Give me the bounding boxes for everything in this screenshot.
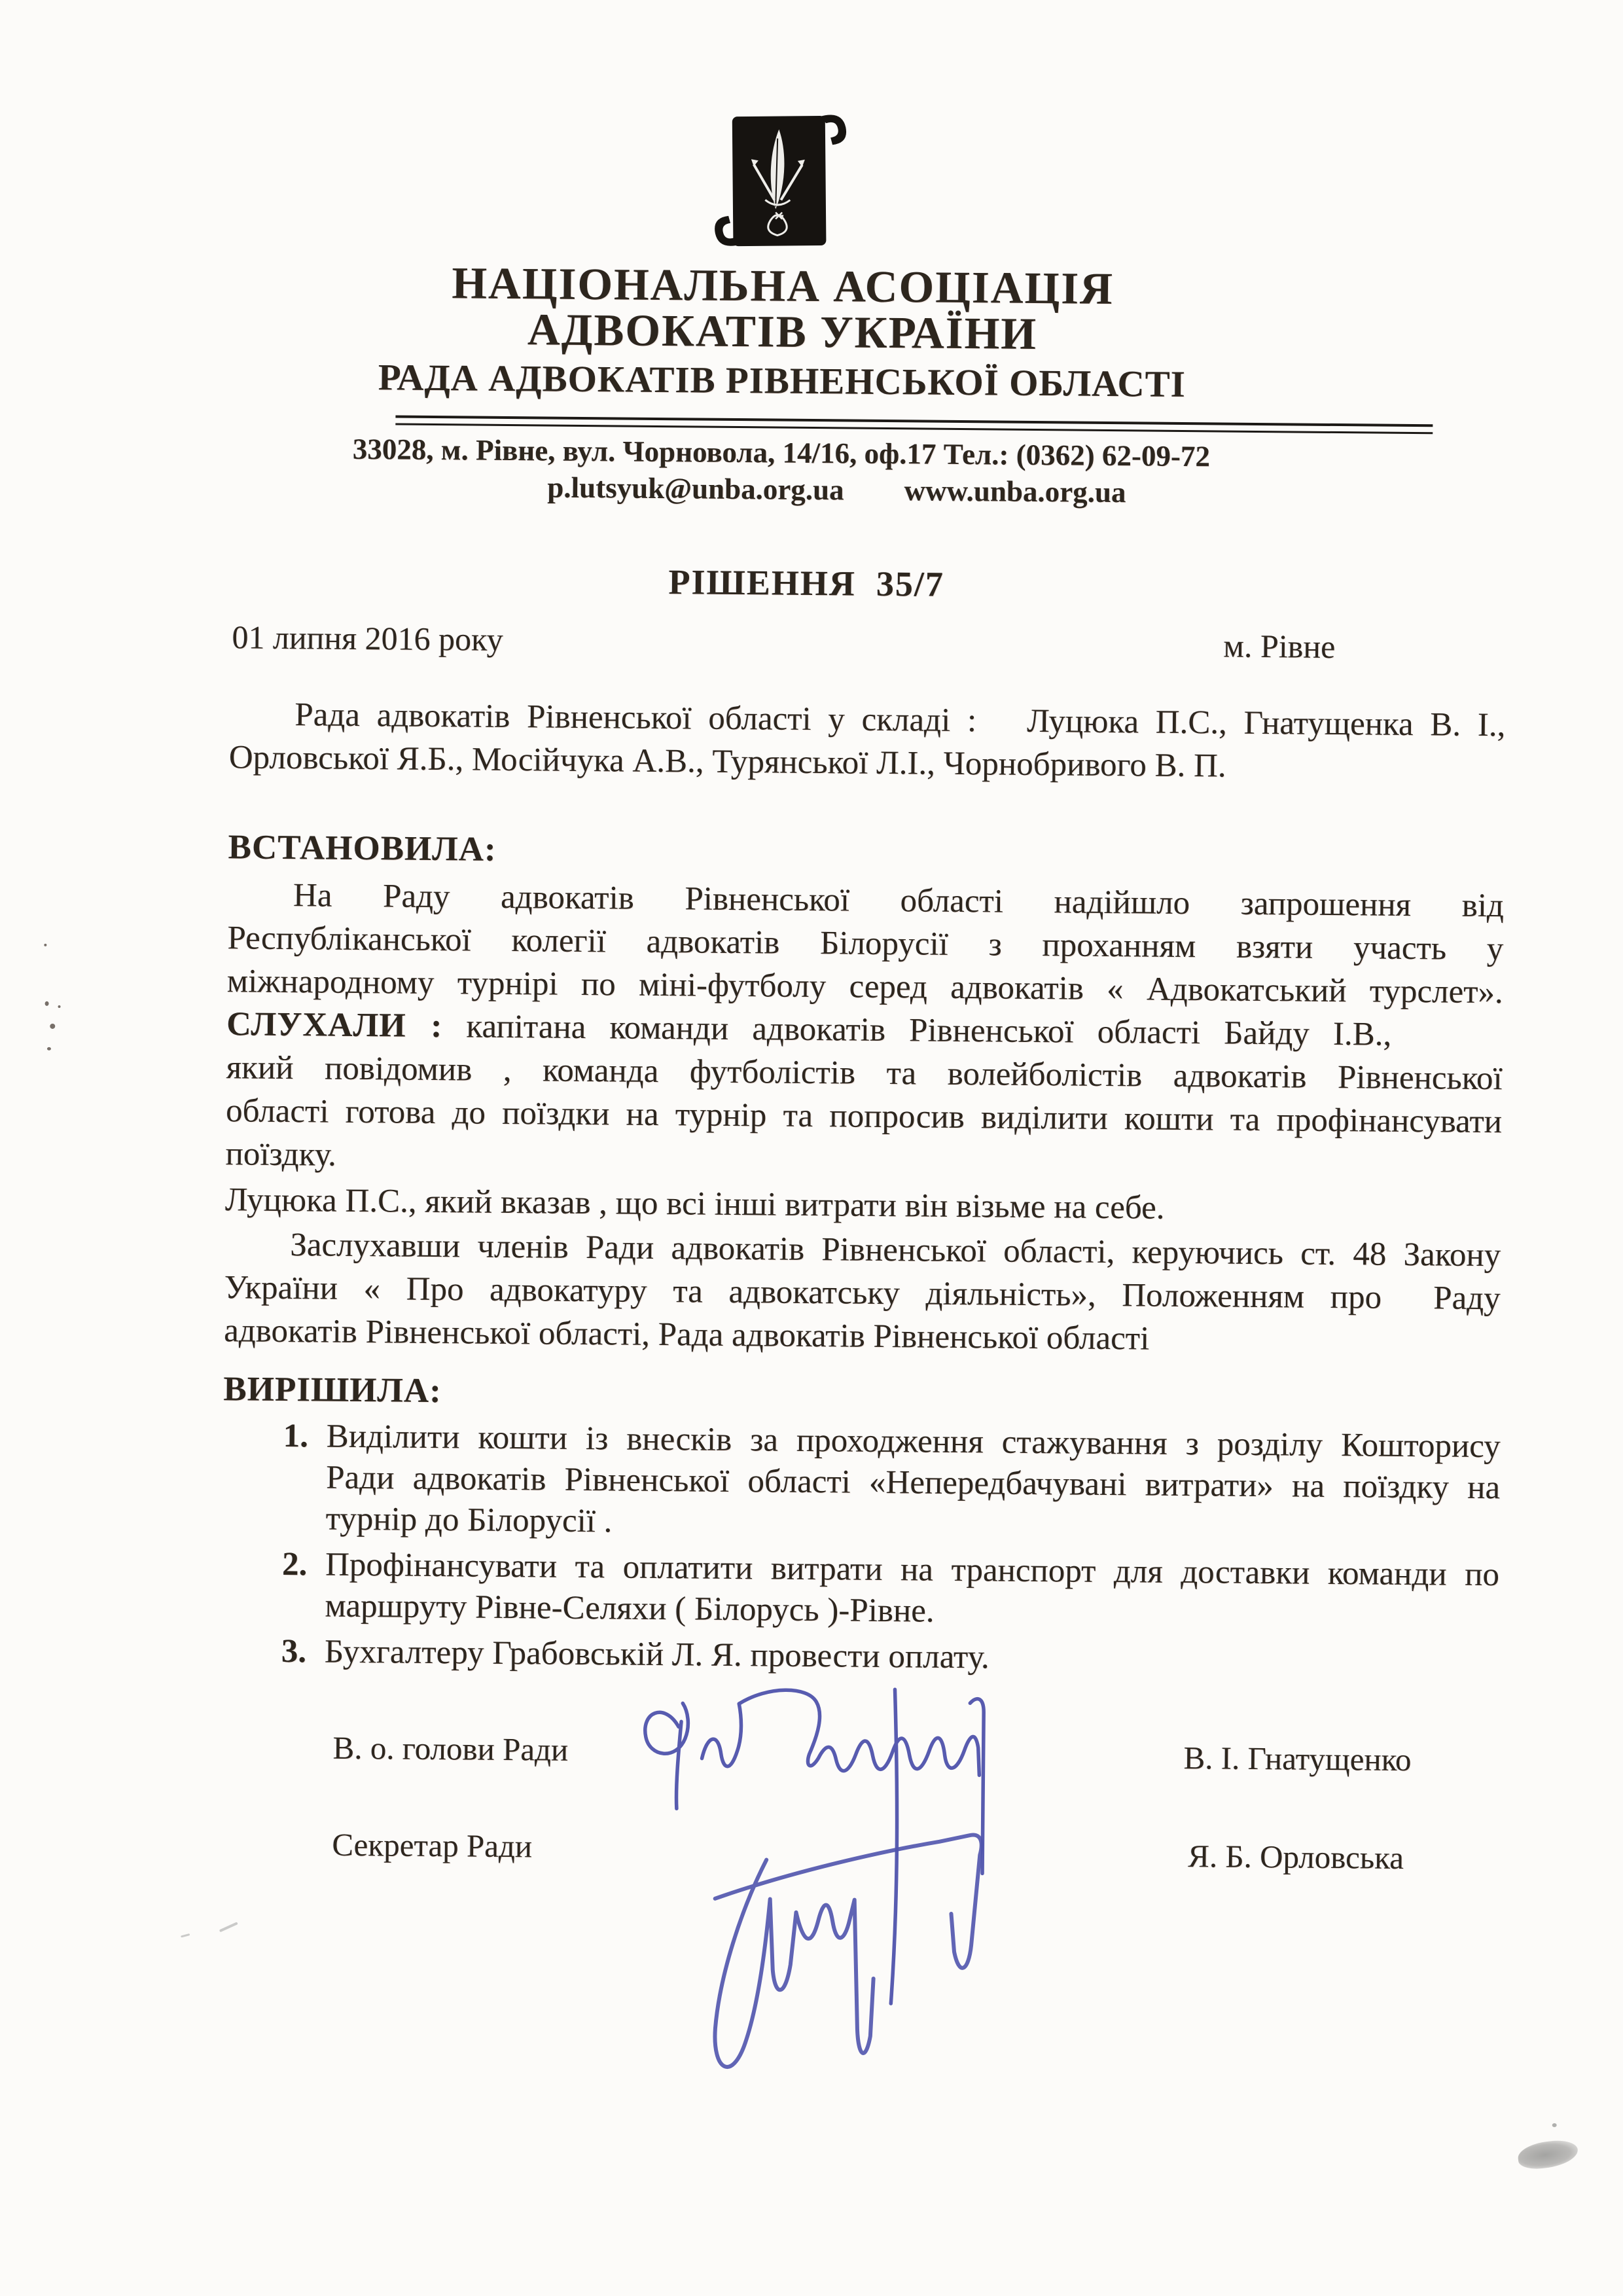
paper-speckle [45,1001,49,1006]
heard-continuation: який повідомив , команда футболістів та волейболістів адвокатів Рівненської області готова до поїздки на турнір та попросив виділити кошти та профінансувати поїздку. [225,1049,1503,1174]
document-place: м. Рівне [1223,627,1336,666]
council-composition-paragraph: Рада адвокатів Рівненської області у складі : Луцюка П.С., Гнатущенка В. І., Орловської Я.Б., Мосійчука А.В., Турянської Л.І., Чорнобривого В. П. [228,696,1506,785]
item-number: 2. [281,1546,308,1583]
pencil-mark [219,1922,238,1932]
email-text: p.lutsyuk@unba.org.ua [547,471,844,507]
resolutions-list [281,1416,1501,1687]
paper-speckle [58,1005,61,1008]
item-number: 1. [283,1418,309,1455]
letterhead-divider-rule [395,415,1433,434]
lutsyuk-statement-line: Луцюка П.С., який вказав , що всі інші витрати він візьме на себе. [224,1181,1165,1227]
website-text: www.unba.org.ua [904,474,1126,509]
considering-paragraph: Заслухавши членів Ради адвокатів Рівненської області, керуючись ст. 48 Закону України « Про адвокатуру та адвокатську діяльність», Положенням про Раду адвокатів Рівненської області, Рада адвокатів Рівненської області [223,1227,1501,1357]
paper-speckle [50,1024,55,1029]
item-text: Бухгалтеру Грабовській Л. Я. провести оплату. [324,1633,990,1676]
paper-speckle [47,1047,51,1050]
org-name-line2: АДВОКАТІВ УКРАЇНИ [527,304,1038,359]
signer-name: Я. Б. Орловська [1188,1838,1404,1876]
item-text: Виділити кошти із внесків за проходження стажування з розділу Кошторису Ради адвокатів Рівненської області «Непередбачувані витрати» на поїздку на турнір до Білорусії . [325,1418,1501,1540]
address-line: 33028, м. Рівне, вул. Чорновола, 14/16, оф.17 Тел.: (0362) 62-09-72 [352,432,1211,473]
pencil-mark [181,1933,190,1937]
document-title: РІШЕННЯ 35/7 [668,562,945,604]
scroll-quill-logo-icon [710,108,858,261]
paper-speckle [44,944,46,946]
item-number: 3. [281,1633,307,1670]
heard-paragraph [225,1003,1503,1187]
handwritten-signature [610,1660,1072,2123]
established-paragraph: На Раду адвокатів Рівненської області надійшло запрошення від Республіканської колегії адвокатів Білорусії з проханням взяти участь у міжнародному турнірі по міні-футболу серед адвокатів « Адвокатський турслет». [226,877,1505,1011]
signer-role: В. о. голови Ради [332,1729,569,1768]
resolution-item-2 [281,1544,1499,1637]
established-heading: ВСТАНОВИЛА: [228,828,497,869]
ink-smudge-dot [1552,2123,1557,2127]
org-name-line1: НАЦІОНАЛЬНА АСОЦІАЦІЯ [452,258,1115,314]
item-text: Профінансувати та оплатити витрати на транспорт для доставки команди по маршруту Рівне-Селяхи ( Білорусь )-Рівне. [325,1546,1500,1630]
heard-label: СЛУХАЛИ : [226,1005,443,1045]
resolved-heading: ВИРІШИЛА: [223,1370,442,1410]
ink-smudge [1516,2138,1579,2171]
signer-role: Секретар Ради [332,1826,533,1865]
resolution-item-1 [282,1416,1501,1550]
document-date: 01 липня 2016 року [232,619,504,658]
signer-name: В. І. Гнатущенко [1183,1740,1412,1778]
heard-intro-text: капітана команди адвокатів Рівненської області Байду І.В., [466,1008,1392,1053]
org-name-line3: РАДА АДВОКАТІВ РІВНЕНСЬКОЇ ОБЛАСТІ [378,357,1186,406]
